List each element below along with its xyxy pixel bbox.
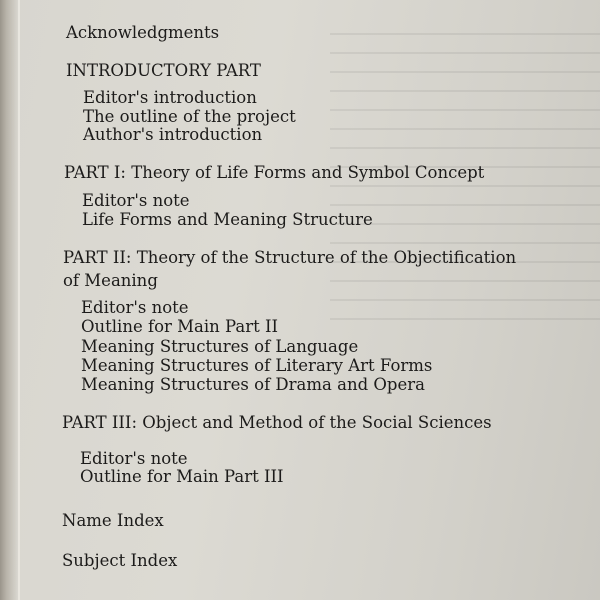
- toc-entry: Author's introduction: [83, 125, 263, 144]
- toc-introductory-heading: INTRODUCTORY PART: [66, 61, 261, 80]
- toc-entry: Meaning Structures of Language: [81, 337, 359, 356]
- toc-entry: Outline for Main Part II: [81, 317, 279, 336]
- toc-entry: Meaning Structures of Literary Art Forms: [81, 356, 433, 375]
- toc-subject-index: Subject Index: [62, 551, 178, 570]
- toc-part1-heading: PART I: Theory of Life Forms and Symbol Concept: [64, 163, 485, 182]
- toc-part2-heading: PART II: Theory of the Structure of the Objectification: [63, 248, 517, 267]
- toc-part2-heading-continued: of Meaning: [63, 271, 158, 290]
- toc-entry: Editor's note: [82, 191, 190, 210]
- toc-entry: Editor's note: [80, 449, 188, 468]
- toc-acknowledgments: Acknowledgments: [66, 23, 220, 42]
- toc-entry: Life Forms and Meaning Structure: [82, 210, 373, 229]
- toc-entry: The outline of the project: [83, 107, 296, 126]
- toc-entry: Outline for Main Part III: [80, 467, 284, 486]
- toc-entry: Meaning Structures of Drama and Opera: [81, 375, 425, 394]
- toc-entry: Editor's note: [81, 298, 189, 317]
- toc-name-index: Name Index: [62, 511, 164, 530]
- toc-part3-heading: PART III: Object and Method of the Social Sciences: [62, 413, 492, 432]
- toc-entry: Editor's introduction: [83, 88, 257, 107]
